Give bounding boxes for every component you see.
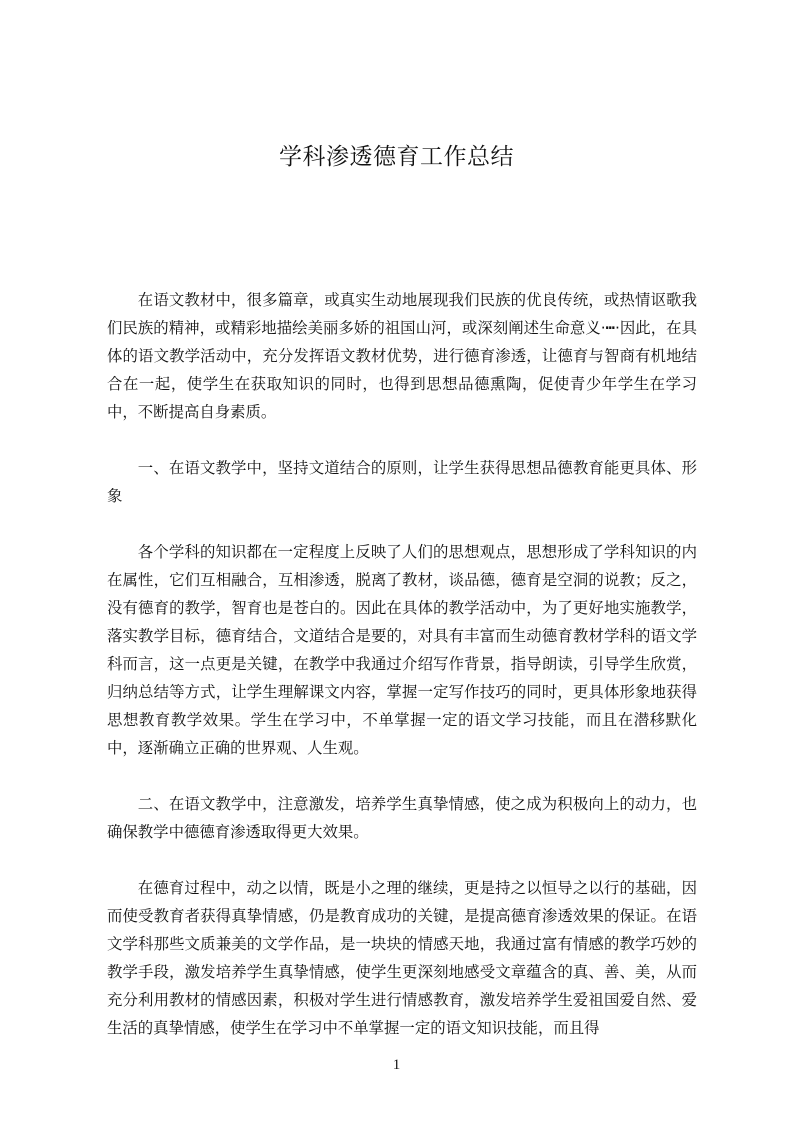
paragraph-section-1: 各个学科的知识都在一定程度上反映了人们的思想观点，思想形成了学科知识的内在属性，它们互相融合，互相渗透，脱离了教材，谈品德，德育是空洞的说教；反之，没有德育的教学，智育也是苍白的。因此在具体的教学活动中，为了更好地实施教学，落实教学目标，德育结合，文道结合是要的，对具有丰富而生动德育教材学科的语文学科而言，这一点更是关键，在教学中我通过介绍写作背景，指导朗读，引导学生欣赏，归纳总结等方式，让学生理解课文内容，掌握一定写作技巧的同时，更具体形象地获得思想教育教学效果。学生在学习中，不单掌握一定的语文学习技能，而且在潜移默化中，逐渐确立正确的世界观、人生观。 <box>107 543 697 757</box>
paragraph-intro: 在语文教材中，很多篇章，或真实生动地展现我们民族的优良传统，或热情讴歌我们民族的精神，或精彩地描绘美丽多娇的祖国山河，或深刻阐述生命意义·┅·因此，在具体的语文教学活动中，充分发挥语文教材优势，进行德育渗透，让德育与智商有机地结合在一起，使学生在获取知识的同时，也得到思想品德熏陶，促使青少年学生在学习中，不断提高自身素质。 <box>107 291 697 421</box>
page-number: 1 <box>392 1057 401 1073</box>
page-title: 学科渗透德育工作总结 <box>279 144 514 170</box>
paragraph-section-2: 在德育过程中，动之以情，既是小之理的继续，更是持之以恒导之以行的基础，因而使受教育者获得真挚情感，仍是教育成功的关键，是提高德育渗透效果的保证。在语文学科那些文质兼美的文学作品，是一块块的情感天地，我通过富有情感的教学巧妙的教学手段，激发培养学生真挚情感，使学生更深刻地感受文章蕴含的真、善、美，从而充分利用教材的情感因素，积极对学生进行情感教育，激发培养学生爱祖国爱自然、爱生活的真挚情感，使学生在学习中不单掌握一定的语文知识技能，而且得 <box>107 879 697 1037</box>
section-heading-1: 一、在语文教学中，坚持文道结合的原则，让学生获得思想品德教育能更具体、形象 <box>107 459 697 505</box>
section-heading-2: 二、在语文教学中，注意激发，培养学生真挚情感，使之成为积极向上的动力，也确保教学中德德育渗透取得更大效果。 <box>107 795 697 841</box>
document-body <box>107 286 697 1042</box>
